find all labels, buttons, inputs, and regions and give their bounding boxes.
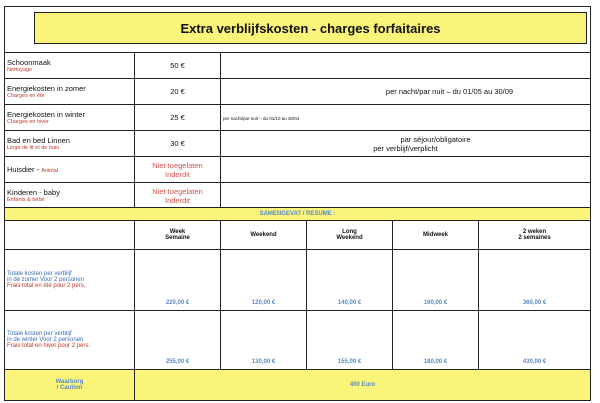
deposit-label-fr: / Caution xyxy=(56,385,83,391)
not-allowed-label-fr: Inderdit xyxy=(164,169,191,179)
cost-price: 20 € xyxy=(135,79,221,105)
cost-description: per nacht/par nuit – du 01/10 au 30/04 xyxy=(223,116,300,121)
deposit-value: 400 Euro xyxy=(135,370,591,401)
table-row xyxy=(5,157,591,183)
cost-label-fr: Animal xyxy=(41,168,58,174)
cost-description: par séjour/obligatoire xyxy=(400,134,471,144)
table-row xyxy=(5,311,591,370)
cost-price: 25 € xyxy=(135,105,221,131)
column-header: Weekend xyxy=(250,232,277,238)
not-allowed-label: Niet toegelaten xyxy=(152,160,203,170)
price-cell: 160,00 € xyxy=(393,250,479,311)
cost-label-nl: Kinderen - baby xyxy=(7,188,60,197)
column-header: Week xyxy=(169,229,186,235)
cost-description xyxy=(221,157,591,183)
price-cell: 140,00 € xyxy=(307,250,393,311)
table-row xyxy=(5,105,591,131)
column-header-fr: Weekend xyxy=(336,235,363,241)
column-header: 2 weken xyxy=(522,229,547,235)
row-label: Totale kosten per verblijf xyxy=(7,271,72,277)
cost-label-fr: Enfants & bébé xyxy=(7,197,45,203)
cost-label-nl: Huisdier - xyxy=(7,165,42,174)
column-header: Long xyxy=(342,229,357,235)
table-row xyxy=(5,53,591,79)
cost-description xyxy=(221,183,591,209)
not-allowed-label-fr: Inderdit xyxy=(164,195,191,205)
summary-header: SAMENGEVAT / RESUME : xyxy=(5,208,591,221)
cost-label-nl: Bad en bed Linnen xyxy=(7,136,70,145)
table-row xyxy=(5,131,591,157)
summary-column-headers xyxy=(5,221,591,250)
price-cell: 360,00 € xyxy=(479,250,591,311)
cost-description xyxy=(221,53,591,79)
price-cell: 180,00 € xyxy=(393,311,479,370)
cost-label-fr: Nettoyage xyxy=(7,67,33,73)
table-row xyxy=(5,79,591,105)
price-cell: 255,00 € xyxy=(135,311,221,370)
price-cell: 220,00 € xyxy=(135,250,221,311)
row-label-fr: Frais total en hiver pour 2 pers. xyxy=(7,343,91,349)
cost-label-nl: Energiekosten in winter xyxy=(7,110,85,119)
price-cell: 120,00 € xyxy=(221,250,307,311)
summary-table xyxy=(4,207,591,401)
row-label-fr: Frais total en été pour 2 pers. xyxy=(7,283,86,289)
not-allowed-label: Niet toegelaten xyxy=(152,186,203,196)
row-label: Totale kosten per verblijf xyxy=(7,331,72,337)
deposit-row xyxy=(5,370,591,401)
table-row xyxy=(5,250,591,311)
cost-label-fr: Charges en été xyxy=(7,93,45,99)
deposit-label: Waarborg xyxy=(55,379,84,385)
costs-table xyxy=(4,52,591,209)
table-row xyxy=(5,183,591,209)
cost-description-nl: per verblijf/verplicht xyxy=(373,143,438,153)
cost-label-fr: Linge de lit et de bain xyxy=(7,145,60,151)
column-header-fr: Semaine xyxy=(165,235,190,241)
cost-label-nl: Energiekosten in zomer xyxy=(7,84,86,93)
row-label-season: in de zomer Voor 2 personen xyxy=(7,277,85,283)
cost-description: per nacht/par nuit – du 01/05 au 30/09 xyxy=(221,79,591,105)
price-cell: 130,00 € xyxy=(221,311,307,370)
column-header-fr: 2 semaines xyxy=(518,235,551,241)
cost-label-nl: Schoonmaak xyxy=(7,58,51,67)
page-title: Extra verblijfskosten - charges forfaitaires xyxy=(34,12,587,44)
row-label-season: in de winter Voor 2 personen xyxy=(7,337,84,343)
cost-price: 30 € xyxy=(135,131,221,157)
price-cell: 430,00 € xyxy=(479,311,591,370)
cost-label-fr: Charges en hiver xyxy=(7,119,49,125)
column-header: Midweek xyxy=(422,232,448,238)
cost-price: 50 € xyxy=(135,53,221,79)
price-cell: 155,00 € xyxy=(307,311,393,370)
